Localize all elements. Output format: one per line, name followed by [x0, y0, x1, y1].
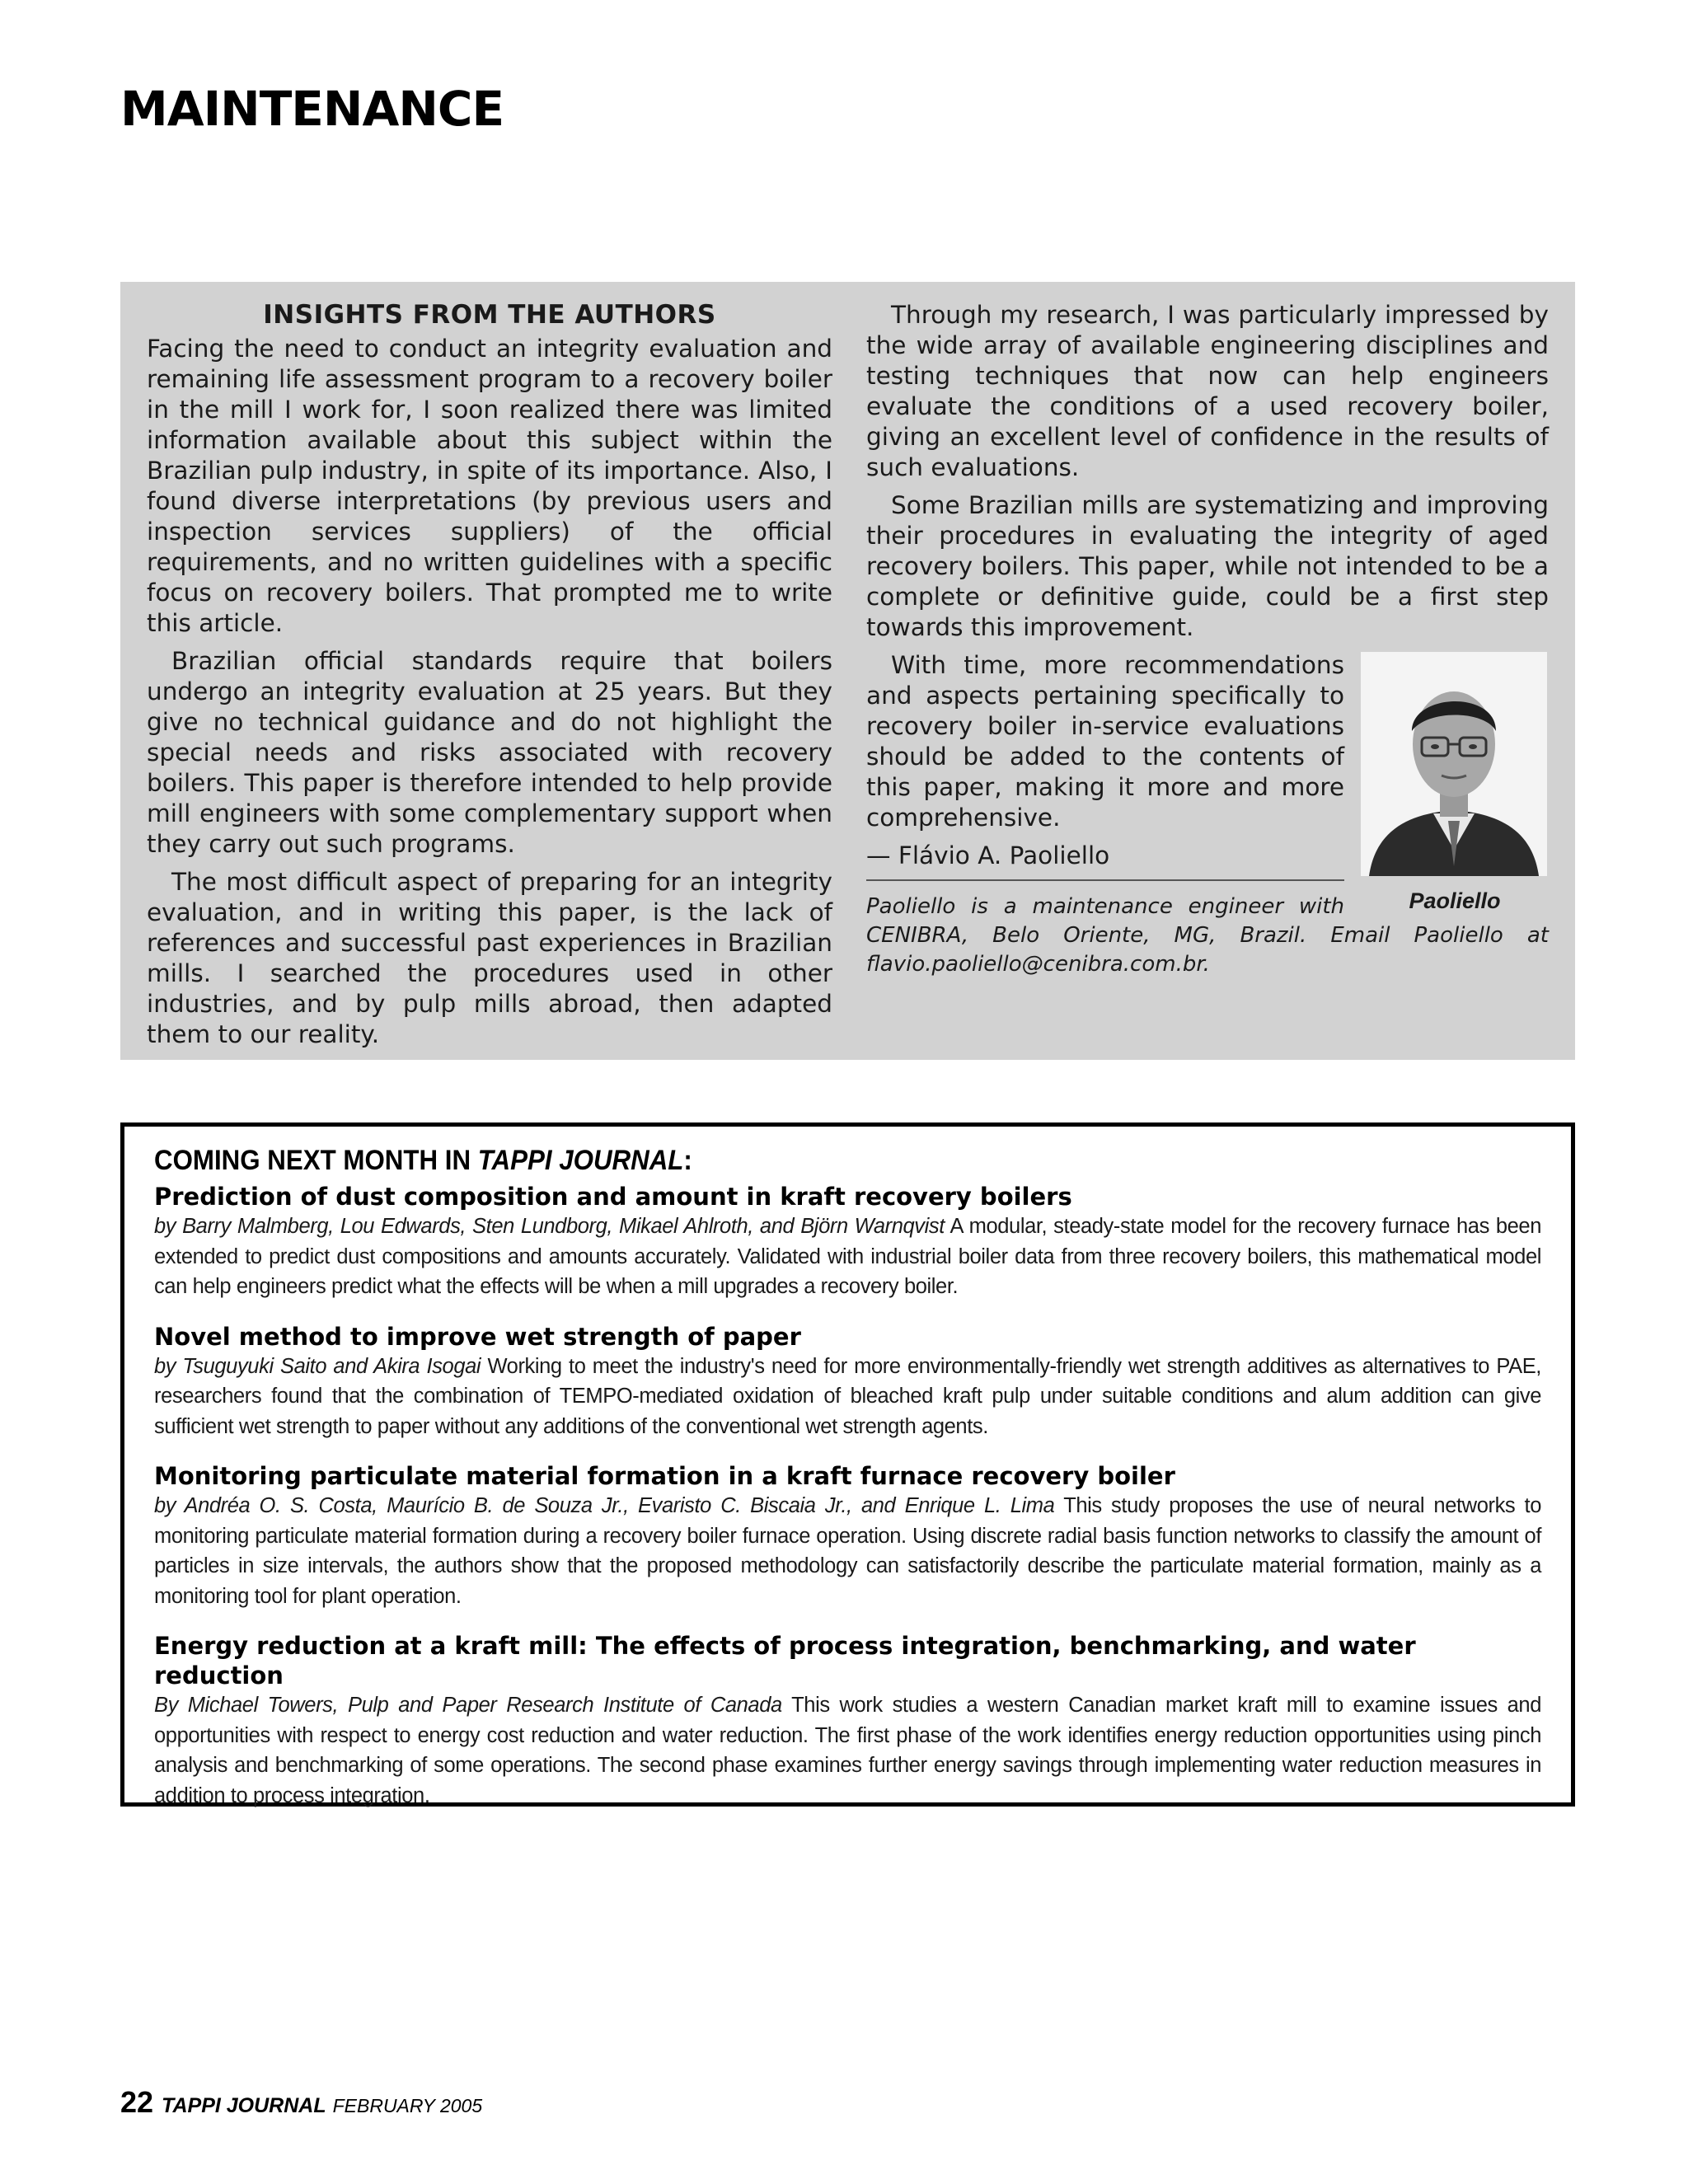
- article-summary: [154, 1352, 1541, 1442]
- article-authors: by Andréa O. S. Costa, Maurício B. de Souza Jr., Evaristo C. Biscaia Jr., and Enrique L. Lima: [154, 1494, 1055, 1517]
- article-text: A modular, steady-state model for the recovery furnace has been extended to predict dust compositions and amounts accurately. Validated with industrial boiler data from three recovery boilers, this mathematical model can help engineers predict what the effects will be when a mill upgrades a recovery boiler.: [154, 1215, 1541, 1298]
- article-text: This study proposes the use of neural networks to monitoring particulate material formation during a recovery boiler furnace operation. Using discrete radial basis function networks to classify the amount of particles in size intervals, the authors show that the proposed methodology can satisfactorily describe the particulate material formation, mainly as a monitoring tool for plant operation.: [154, 1494, 1542, 1608]
- insights-right-column: [866, 300, 1549, 987]
- insights-left-column: [147, 300, 832, 1057]
- article-title: Monitoring particulate material formation in a kraft furnace recovery boiler: [154, 1462, 1175, 1490]
- article-text: Working to meet the industry's need for more environmentally-friendly wet strength additives as alternatives to PAE, researchers found that the combination of TEMPO-mediated oxidation of bleached kraft pulp under suitable conditions and alum addition can give sufficient wet strength to paper without any additions of the conventional wet strength agents.: [154, 1354, 1541, 1438]
- article-summary: [154, 1212, 1541, 1302]
- article-preview: [154, 1182, 1541, 1302]
- article-text: This work studies a western Canadian market kraft mill to examine issues and opportunities with respect to energy cost reduction and water reduction. The first phase of the work identifies energy reduction opportunities using pinch analysis and benchmarking of some operations. The second phase examines further energy savings through implementing water reduction measures in addition to process integration.: [154, 1694, 1541, 1807]
- photo-caption: Paoliello: [1409, 888, 1501, 913]
- page-number: 22: [120, 2085, 154, 2119]
- footer-issue: FEBRUARY 2005: [332, 2095, 483, 2116]
- coming-title-journal: TAPPI JOURNAL: [477, 1145, 684, 1176]
- divider: [866, 879, 1344, 881]
- article-title: Energy reduction at a kraft mill: The effects of process integration, benchmarking, and water reduction: [154, 1632, 1416, 1690]
- insights-paragraph: Through my research, I was particularly impressed by the wide array of available engineering disciplines and testing techniques that now can help engineers evaluate the conditions of a used recovery boiler, giving an excellent level of confidence in the results of such evaluations.: [866, 301, 1549, 481]
- article-summary: [154, 1491, 1541, 1611]
- insights-title: INSIGHTS FROM THE AUTHORS: [263, 300, 716, 330]
- author-bio: Paoliello is a maintenance engineer with CENIBRA, Belo Oriente, MG, Brazil. Email Paoliello at flavio.paoliello@cenibra.com.br.: [866, 894, 1549, 977]
- article-preview: [154, 1322, 1541, 1442]
- article-preview: [154, 1461, 1541, 1611]
- article-title: Novel method to improve wet strength of paper: [154, 1322, 801, 1351]
- footer-journal: TAPPI JOURNAL: [162, 2094, 326, 2117]
- insights-paragraph: Facing the need to conduct an integrity evaluation and remaining life assessment program to a recovery boiler in the mill I work for, I soon realized there was limited information available about this subject within the Brazilian pulp industry, in spite of its importance. Also, I found diverse interpretations (by previous users and inspection services suppliers) of the official requirements, and no written guidelines with a specific focus on recovery boilers. That prompted me to write this article.: [147, 335, 832, 637]
- author-photo-block: [1361, 652, 1549, 916]
- coming-next-month-title: [154, 1145, 1430, 1177]
- article-authors: by Tsuguyuki Saito and Akira Isogai: [154, 1354, 481, 1378]
- article-title: Prediction of dust composition and amount in kraft recovery boilers: [154, 1183, 1072, 1211]
- insights-paragraph: The most difficult aspect of preparing for an integrity evaluation, and in writing this paper, is the lack of references and successful past experiences in Brazilian mills. I searched the procedures used in other industries, and by pulp mills abroad, then adapted them to our reality.: [147, 868, 832, 1048]
- coming-next-month-box: [120, 1122, 1575, 1807]
- section-heading: MAINTENANCE: [120, 81, 504, 137]
- page-footer: [120, 2085, 482, 2120]
- article-summary: [154, 1690, 1541, 1811]
- article-preview: [154, 1631, 1541, 1811]
- author-signature: — Flávio A. Paoliello: [866, 841, 1110, 869]
- article-authors: By Michael Towers, Pulp and Paper Research Institute of Canada: [154, 1694, 782, 1717]
- article-authors: by Barry Malmberg, Lou Edwards, Sten Lundborg, Mikael Ahlroth, and Björn Warnqvist: [154, 1215, 945, 1238]
- insights-paragraph: Brazilian official standards require that boilers undergo an integrity evaluation at 25 years. But they give no technical guidance and do not highlight the special needs and risks associated with recovery boilers. This paper is therefore intended to help provide mill engineers with some complementary support when they carry out such programs.: [147, 647, 832, 858]
- insights-paragraph: With time, more recommendations and aspects pertaining specifically to recovery boiler in-service evaluations should be added to the contents of this paper, making it more and more comprehensive.: [866, 651, 1344, 832]
- coming-title-prefix: COMING NEXT MONTH IN: [154, 1145, 478, 1176]
- insights-paragraph: Some Brazilian mills are systematizing and improving their procedures in evaluating the integrity of aged recovery boilers. This paper, while not intended to be a complete or definitive guide, could be a first step towards this improvement.: [866, 491, 1549, 641]
- coming-title-suffix: :: [683, 1145, 692, 1176]
- insights-box: [120, 282, 1575, 1060]
- author-photo: [1361, 652, 1547, 876]
